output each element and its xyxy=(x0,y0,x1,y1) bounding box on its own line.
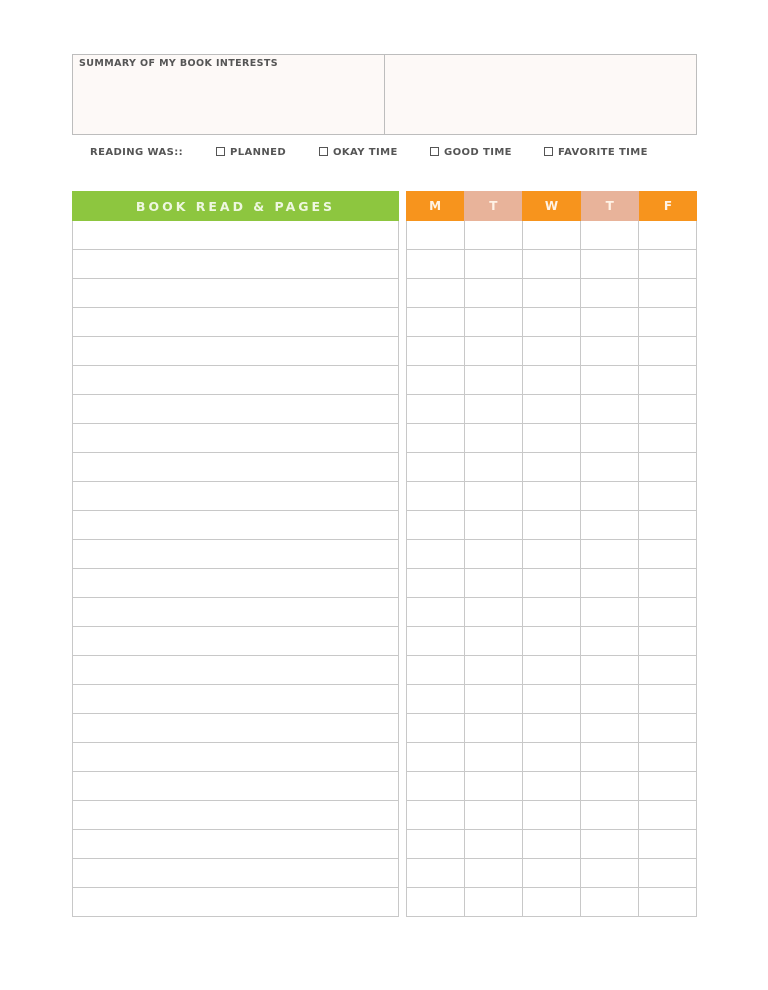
day-cell[interactable] xyxy=(407,627,464,655)
day-cell[interactable] xyxy=(407,830,464,858)
day-cell[interactable] xyxy=(638,308,696,336)
day-cell[interactable] xyxy=(522,598,580,626)
day-cell[interactable] xyxy=(638,656,696,684)
day-cell[interactable] xyxy=(580,656,638,684)
day-cell[interactable] xyxy=(580,395,638,423)
day-cell[interactable] xyxy=(464,424,522,452)
day-header-3: T xyxy=(581,191,639,221)
book-row[interactable] xyxy=(72,250,399,279)
day-header-2: W xyxy=(522,191,580,221)
day-cell[interactable] xyxy=(407,772,464,800)
day-cell[interactable] xyxy=(522,627,580,655)
day-cell[interactable] xyxy=(522,714,580,742)
day-cell[interactable] xyxy=(464,888,522,916)
days-row xyxy=(406,279,697,308)
day-cell[interactable] xyxy=(580,279,638,307)
day-cell[interactable] xyxy=(580,598,638,626)
days-row xyxy=(406,888,697,917)
day-cell[interactable] xyxy=(580,366,638,394)
day-cell[interactable] xyxy=(522,250,580,278)
day-cell[interactable] xyxy=(638,511,696,539)
days-row xyxy=(406,569,697,598)
checkbox-icon[interactable] xyxy=(544,147,553,156)
book-row[interactable] xyxy=(72,453,399,482)
book-row[interactable] xyxy=(72,830,399,859)
day-cell[interactable] xyxy=(638,279,696,307)
day-cell[interactable] xyxy=(580,685,638,713)
day-cell[interactable] xyxy=(522,540,580,568)
day-cell[interactable] xyxy=(580,221,638,249)
day-cell[interactable] xyxy=(580,511,638,539)
day-cell[interactable] xyxy=(638,540,696,568)
day-cell[interactable] xyxy=(464,772,522,800)
day-cell[interactable] xyxy=(407,366,464,394)
days-header xyxy=(406,191,697,221)
day-cell[interactable] xyxy=(580,250,638,278)
book-row[interactable] xyxy=(72,801,399,830)
day-cell[interactable] xyxy=(638,801,696,829)
summary-divider xyxy=(384,55,385,134)
day-cell[interactable] xyxy=(580,801,638,829)
day-cell[interactable] xyxy=(407,424,464,452)
book-row[interactable] xyxy=(72,656,399,685)
book-row[interactable] xyxy=(72,714,399,743)
day-cell[interactable] xyxy=(464,221,522,249)
day-cell[interactable] xyxy=(638,250,696,278)
day-cell[interactable] xyxy=(522,801,580,829)
day-cell[interactable] xyxy=(580,714,638,742)
days-row xyxy=(406,714,697,743)
day-cell[interactable] xyxy=(638,569,696,597)
days-row xyxy=(406,743,697,772)
day-cell[interactable] xyxy=(580,308,638,336)
book-row[interactable] xyxy=(72,279,399,308)
option-favorite-time[interactable]: FAVORITE TIME xyxy=(544,147,648,158)
days-row xyxy=(406,540,697,569)
day-cell[interactable] xyxy=(464,685,522,713)
day-cell[interactable] xyxy=(407,395,464,423)
days-row xyxy=(406,511,697,540)
day-cell[interactable] xyxy=(407,859,464,887)
day-header-4: F xyxy=(639,191,697,221)
day-cell[interactable] xyxy=(522,888,580,916)
day-cell[interactable] xyxy=(407,221,464,249)
days-row xyxy=(406,453,697,482)
days-row xyxy=(406,656,697,685)
day-cell[interactable] xyxy=(522,482,580,510)
day-cell[interactable] xyxy=(464,627,522,655)
day-cell[interactable] xyxy=(638,859,696,887)
day-cell[interactable] xyxy=(407,743,464,771)
day-cell[interactable] xyxy=(407,656,464,684)
book-row[interactable] xyxy=(72,221,399,250)
book-row[interactable] xyxy=(72,598,399,627)
day-cell[interactable] xyxy=(407,714,464,742)
day-cell[interactable] xyxy=(464,656,522,684)
day-cell[interactable] xyxy=(407,685,464,713)
day-cell[interactable] xyxy=(638,395,696,423)
book-row[interactable] xyxy=(72,424,399,453)
option-okay-time[interactable]: OKAY TIME xyxy=(319,147,398,158)
book-row[interactable] xyxy=(72,366,399,395)
day-cell[interactable] xyxy=(464,366,522,394)
day-cell[interactable] xyxy=(580,424,638,452)
day-cell[interactable] xyxy=(522,395,580,423)
day-cell[interactable] xyxy=(464,453,522,481)
day-cell[interactable] xyxy=(638,743,696,771)
book-row[interactable] xyxy=(72,743,399,772)
checkbox-icon[interactable] xyxy=(430,147,439,156)
days-row xyxy=(406,250,697,279)
days-row xyxy=(406,598,697,627)
book-row[interactable] xyxy=(72,859,399,888)
day-cell[interactable] xyxy=(638,888,696,916)
day-cell[interactable] xyxy=(464,395,522,423)
day-cell[interactable] xyxy=(464,859,522,887)
summary-title: SUMMARY OF MY BOOK INTERESTS xyxy=(79,58,278,69)
day-cell[interactable] xyxy=(464,540,522,568)
day-cell[interactable] xyxy=(464,337,522,365)
days-row xyxy=(406,685,697,714)
day-cell[interactable] xyxy=(638,598,696,626)
day-cell[interactable] xyxy=(464,569,522,597)
day-cell[interactable] xyxy=(522,511,580,539)
days-row xyxy=(406,395,697,424)
day-cell[interactable] xyxy=(580,772,638,800)
book-row[interactable] xyxy=(72,482,399,511)
day-cell[interactable] xyxy=(522,830,580,858)
days-row xyxy=(406,482,697,511)
day-cell[interactable] xyxy=(464,511,522,539)
book-table-header: BOOK READ & PAGES xyxy=(72,191,399,221)
days-row xyxy=(406,424,697,453)
day-cell[interactable] xyxy=(464,279,522,307)
book-row[interactable] xyxy=(72,685,399,714)
day-cell[interactable] xyxy=(407,598,464,626)
day-cell[interactable] xyxy=(407,453,464,481)
day-cell[interactable] xyxy=(522,859,580,887)
checkbox-icon[interactable] xyxy=(216,147,225,156)
day-cell[interactable] xyxy=(522,453,580,481)
option-planned[interactable]: PLANNED xyxy=(216,147,286,158)
day-cell[interactable] xyxy=(464,714,522,742)
day-cell[interactable] xyxy=(407,250,464,278)
day-cell[interactable] xyxy=(638,772,696,800)
day-cell[interactable] xyxy=(407,279,464,307)
book-row[interactable] xyxy=(72,569,399,598)
day-cell[interactable] xyxy=(580,569,638,597)
days-row xyxy=(406,801,697,830)
day-cell[interactable] xyxy=(407,511,464,539)
book-row[interactable] xyxy=(72,888,399,917)
day-cell[interactable] xyxy=(580,743,638,771)
day-cell[interactable] xyxy=(638,482,696,510)
day-cell[interactable] xyxy=(638,221,696,249)
day-cell[interactable] xyxy=(464,743,522,771)
day-cell[interactable] xyxy=(464,250,522,278)
day-cell[interactable] xyxy=(407,569,464,597)
day-cell[interactable] xyxy=(580,453,638,481)
day-cell[interactable] xyxy=(638,627,696,655)
day-cell[interactable] xyxy=(522,743,580,771)
day-cell[interactable] xyxy=(522,308,580,336)
day-cell[interactable] xyxy=(464,308,522,336)
day-cell[interactable] xyxy=(464,598,522,626)
days-row xyxy=(406,772,697,801)
day-cell[interactable] xyxy=(407,801,464,829)
day-cell[interactable] xyxy=(522,685,580,713)
day-cell[interactable] xyxy=(407,482,464,510)
book-row[interactable] xyxy=(72,772,399,801)
day-cell[interactable] xyxy=(638,714,696,742)
day-cell[interactable] xyxy=(638,424,696,452)
day-cell[interactable] xyxy=(638,453,696,481)
day-cell[interactable] xyxy=(580,888,638,916)
day-cell[interactable] xyxy=(638,685,696,713)
days-row xyxy=(406,627,697,656)
day-header-0: M xyxy=(406,191,464,221)
day-cell[interactable] xyxy=(407,540,464,568)
day-cell[interactable] xyxy=(522,656,580,684)
day-cell[interactable] xyxy=(580,627,638,655)
day-cell[interactable] xyxy=(464,801,522,829)
reading-label: READING WAS:: xyxy=(90,147,184,158)
day-cell[interactable] xyxy=(464,482,522,510)
day-cell[interactable] xyxy=(522,772,580,800)
book-row[interactable] xyxy=(72,337,399,366)
option-good-time[interactable]: GOOD TIME xyxy=(430,147,512,158)
day-cell[interactable] xyxy=(580,859,638,887)
book-table xyxy=(72,191,399,917)
day-cell[interactable] xyxy=(638,830,696,858)
day-cell[interactable] xyxy=(580,540,638,568)
days-row xyxy=(406,830,697,859)
day-cell[interactable] xyxy=(522,366,580,394)
book-row[interactable] xyxy=(72,511,399,540)
day-cell[interactable] xyxy=(638,337,696,365)
day-cell[interactable] xyxy=(638,366,696,394)
days-row xyxy=(406,337,697,366)
day-cell[interactable] xyxy=(407,888,464,916)
summary-box[interactable] xyxy=(72,54,697,135)
day-header-1: T xyxy=(464,191,522,221)
days-row xyxy=(406,859,697,888)
day-cell[interactable] xyxy=(464,830,522,858)
day-cell[interactable] xyxy=(522,221,580,249)
book-row[interactable] xyxy=(72,308,399,337)
book-row[interactable] xyxy=(72,395,399,424)
day-cell[interactable] xyxy=(580,337,638,365)
days-row xyxy=(406,308,697,337)
day-cell[interactable] xyxy=(522,279,580,307)
day-cell[interactable] xyxy=(522,337,580,365)
book-row[interactable] xyxy=(72,540,399,569)
days-row xyxy=(406,221,697,250)
day-cell[interactable] xyxy=(407,308,464,336)
day-cell[interactable] xyxy=(580,830,638,858)
book-row[interactable] xyxy=(72,627,399,656)
checkbox-icon[interactable] xyxy=(319,147,328,156)
day-cell[interactable] xyxy=(522,569,580,597)
days-row xyxy=(406,366,697,395)
day-cell[interactable] xyxy=(522,424,580,452)
day-cell[interactable] xyxy=(407,337,464,365)
days-table xyxy=(406,191,697,917)
day-cell[interactable] xyxy=(580,482,638,510)
